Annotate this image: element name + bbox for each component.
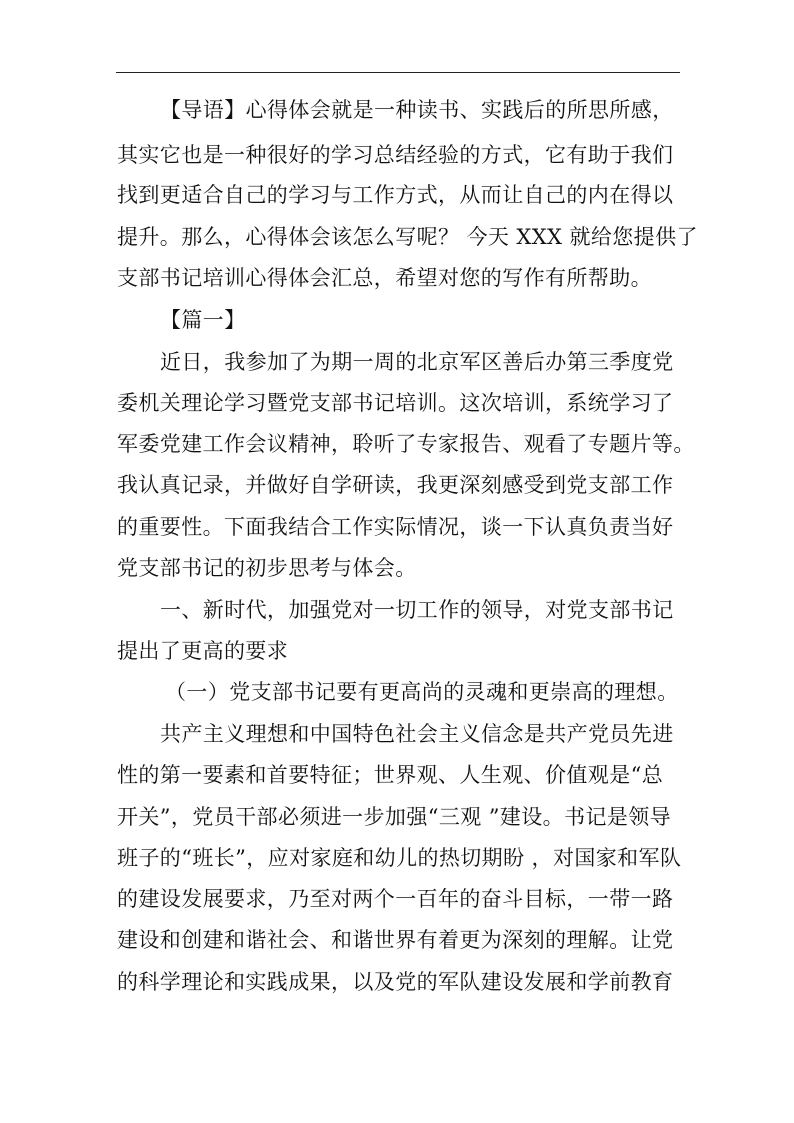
intro-line: 提升。那么，心得体会该怎么写呢？ 今天 XXX 就给您提供了 — [117, 225, 698, 249]
paragraph-line: 开关”，党员干部必须进一步加强“三观 ”建设。书记是领导 — [117, 805, 672, 829]
section-heading: 【篇一】 — [160, 308, 246, 332]
paragraph-line: 的重要性。下面我结合工作实际情况，谈一下认真负责当好 — [117, 515, 674, 539]
intro-line: 支部书记培训心得体会汇总，希望对您的写作有所帮助。 — [117, 266, 652, 290]
paragraph-line: 的建设发展要求，乃至对两个一百年的奋斗目标，一带一路 — [117, 887, 674, 911]
paragraph-line: 军委党建工作会议精神，聆听了专家报告、观看了专题片等。 — [117, 432, 695, 456]
heading-line: 提出了更高的要求 — [117, 639, 289, 663]
intro-line: 找到更适合自己的学习与工作方式，从而让自己的内在得以 — [117, 183, 674, 207]
paragraph-line: 近日，我参加了为期一周的北京军区善后办第三季度党 — [160, 350, 674, 374]
subheading: （一）党支部书记要有更高尚的灵魂和更崇高的理想。 — [165, 680, 679, 704]
intro-line: 【导语】心得体会就是一种读书、实践后的所思所感， — [160, 98, 674, 122]
paragraph-line: 的科学理论和实践成果，以及党的军队建设发展和学前教育 — [117, 970, 674, 994]
paragraph-line: 性的第一要素和首要特征；世界观、人生观、价值观是“总 — [117, 763, 664, 787]
intro-line: 其实它也是一种很好的学习总结经验的方式，它有助于我们 — [117, 143, 674, 167]
paragraph-line: 班子的“班长”，应对家庭和幼儿的热切期盼 ，对国家和军队 — [117, 846, 682, 870]
paragraph-line: 建设和创建和谐社会、和谐世界有着更为深刻的理解。让党 — [117, 928, 674, 952]
paragraph-line: 我认真记录，并做好自学研读，我更深刻感受到党支部工作 — [117, 473, 674, 497]
paragraph-line: 党支部书记的初步思考与体会。 — [117, 556, 417, 580]
heading-line: 一、新时代，加强党对一切工作的领导，对党支部书记 — [160, 598, 674, 622]
paragraph-line: 共产主义理想和中国特色社会主义信念是共产党员先进 — [160, 722, 674, 746]
paragraph-line: 委机关理论学习暨党支部书记培训。这次培训，系统学习了 — [117, 391, 674, 415]
